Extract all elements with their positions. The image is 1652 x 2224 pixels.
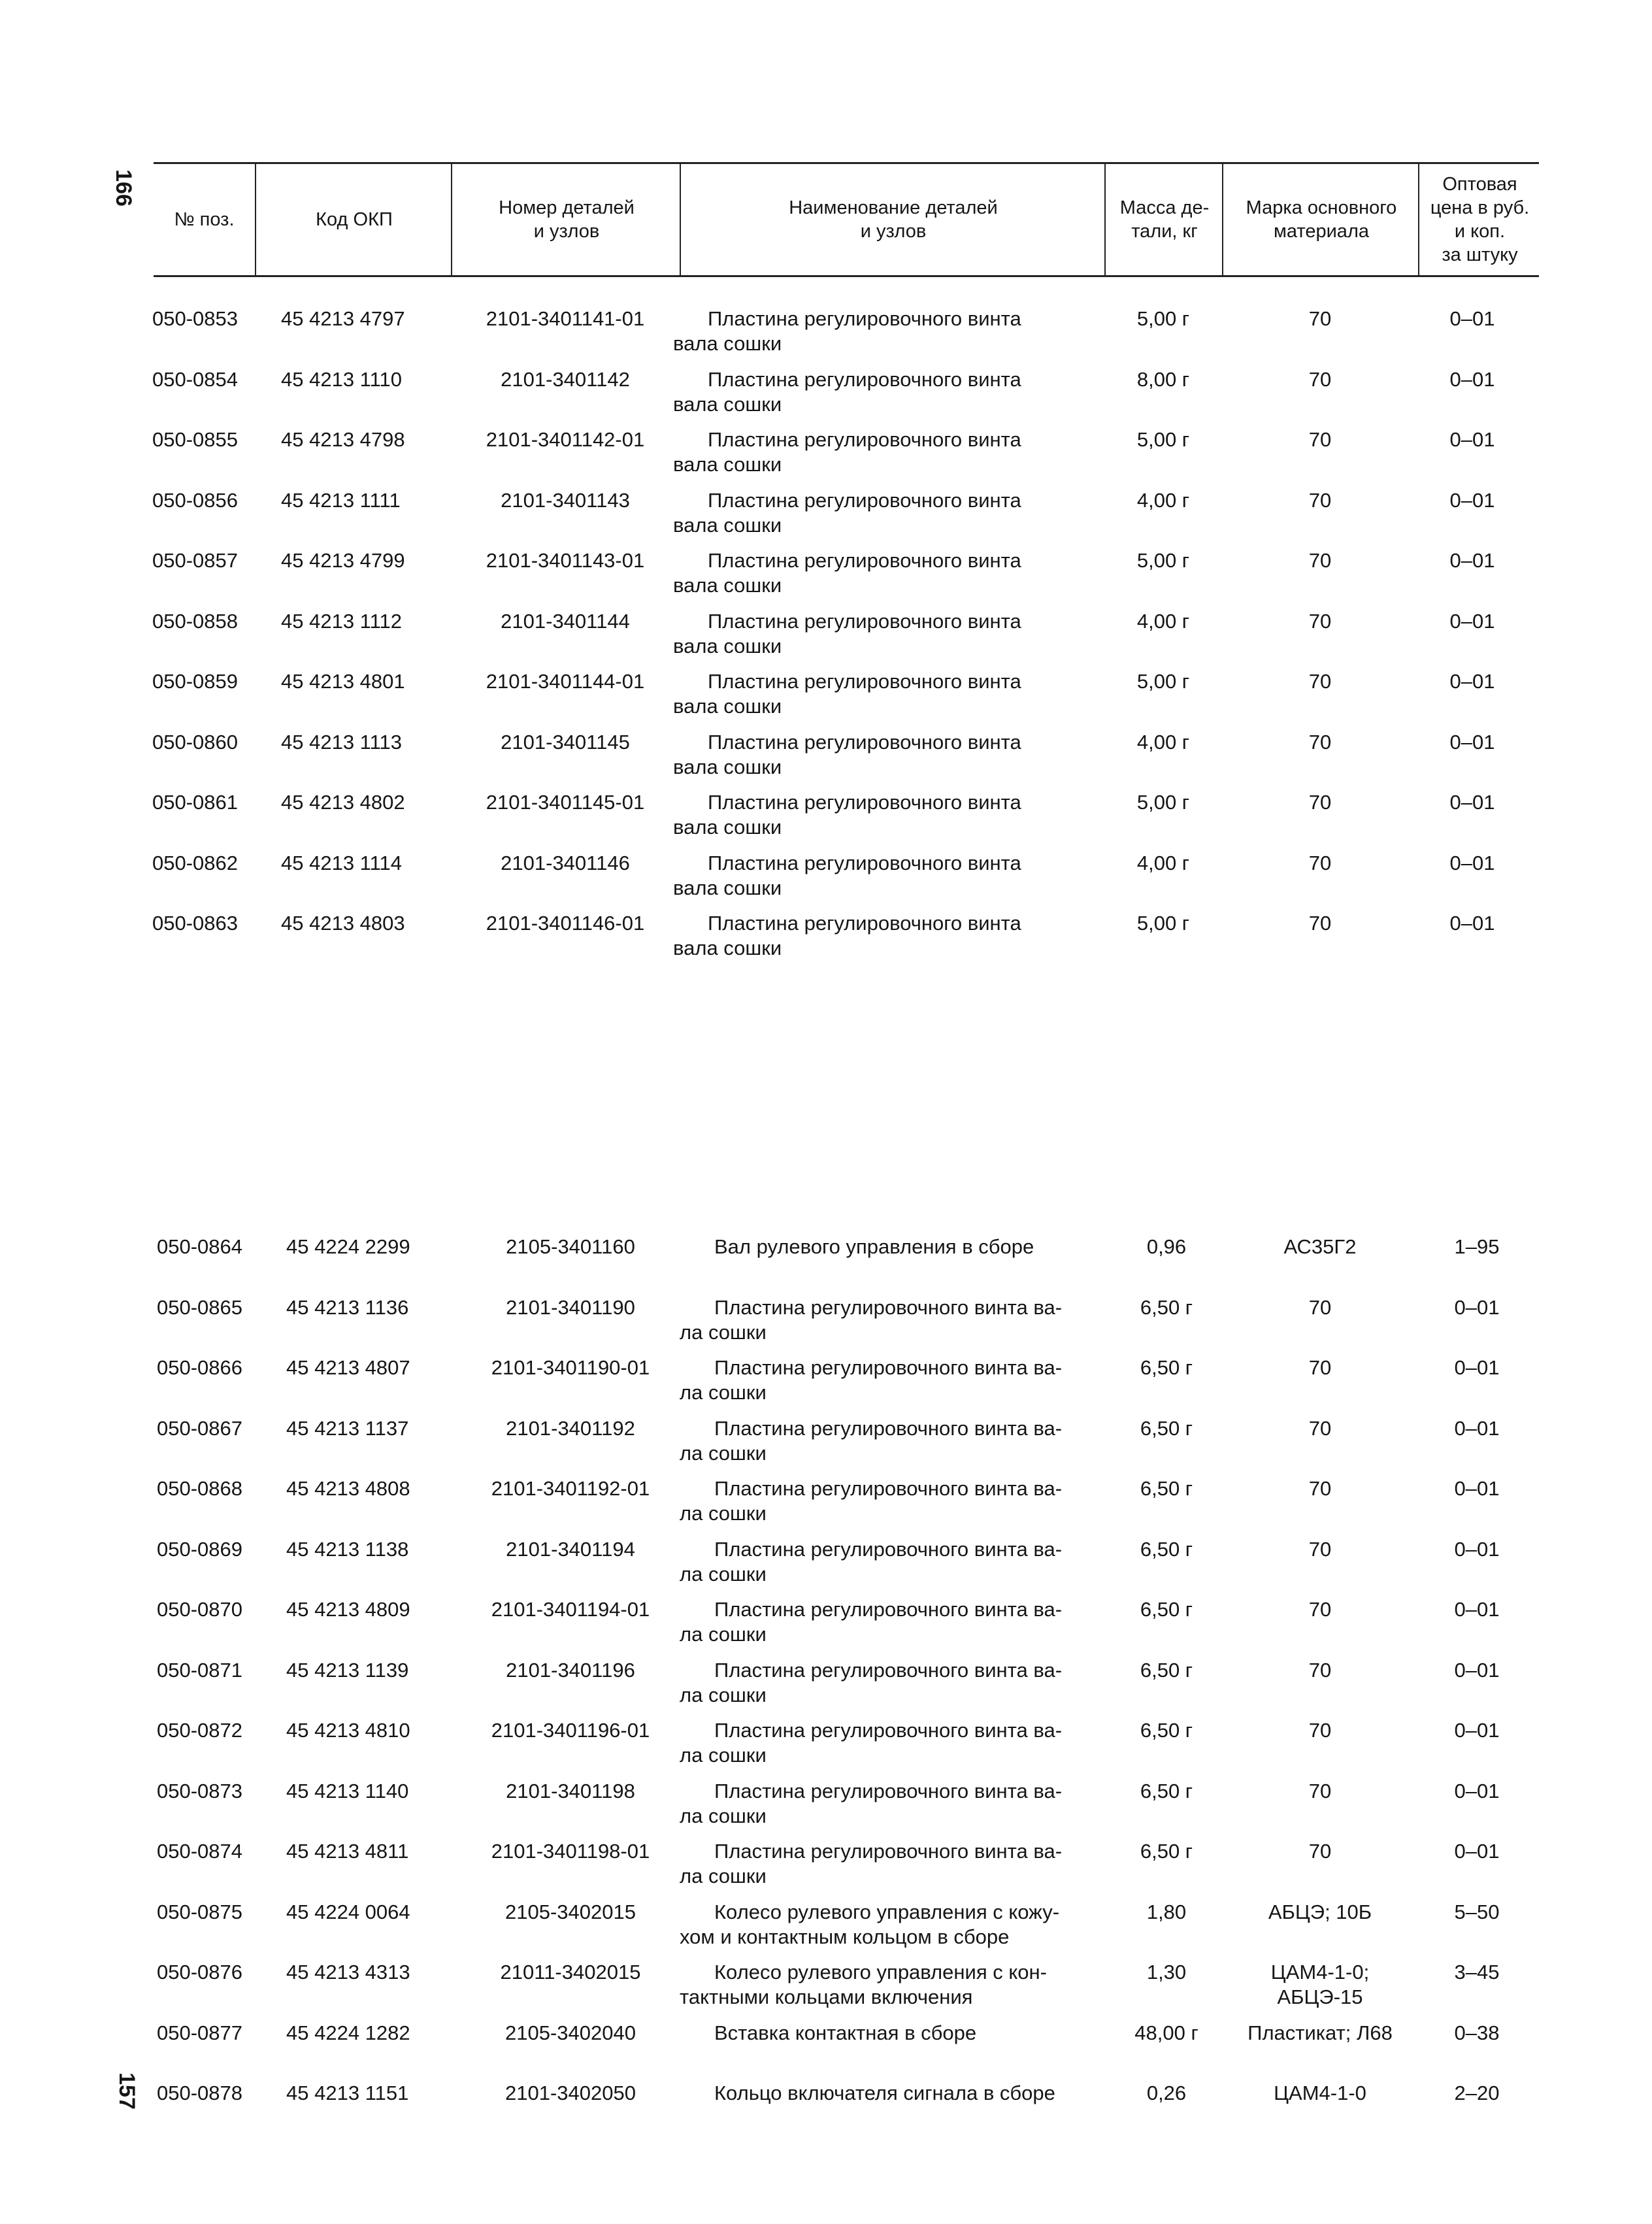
cell-material: 70	[1308, 1477, 1332, 1500]
cell-price: 0–01	[1454, 1840, 1500, 1863]
cell-pos: 050-0877	[157, 2021, 243, 2044]
cell-okp: 45 4213 4801	[281, 670, 405, 693]
cell-mass: 0,26	[1146, 2082, 1187, 2104]
table-row	[0, 1477, 1652, 1537]
cell-name-line2: вала сошки	[673, 876, 782, 899]
cell-name-line1: Пластина регулировочного винта	[708, 609, 1021, 633]
cell-name-line1: Пластина регулировочного винта ва-	[714, 1537, 1063, 1561]
cell-part-number: 2101-3401190-01	[491, 1356, 650, 1379]
cell-okp: 45 4213 1113	[281, 730, 403, 754]
cell-material: 70	[1308, 1295, 1332, 1319]
cell-part-number: 2105-3401160	[506, 1235, 635, 1258]
cell-okp: 45 4213 4797	[281, 307, 405, 330]
cell-price: 0–01	[1454, 1477, 1500, 1500]
cell-name-line1: Пластина регулировочного винта ва-	[714, 1598, 1063, 1621]
cell-name-line1: Пластина регулировочного винта	[708, 851, 1021, 874]
cell-name-line2: вала сошки	[673, 574, 782, 597]
cell-name-line1: Пластина регулировочного винта ва-	[714, 1356, 1063, 1379]
cell-mass: 5,00 г	[1136, 791, 1190, 814]
cell-name-line2: ла сошки	[680, 1744, 767, 1767]
cell-pos: 050-0868	[157, 1477, 243, 1500]
cell-name-line1: Пластина регулировочного винта ва-	[714, 1295, 1063, 1319]
cell-price: 5–50	[1454, 1900, 1500, 1923]
cell-part-number: 2101-3401194-01	[491, 1598, 650, 1621]
cell-price: 0–01	[1449, 549, 1495, 572]
cell-material: 70	[1308, 670, 1332, 693]
cell-price: 0–01	[1454, 1295, 1500, 1319]
cell-name-line2: вала сошки	[673, 816, 782, 838]
cell-mass: 6,50 г	[1140, 1356, 1193, 1379]
cell-price: 0–01	[1454, 1598, 1500, 1621]
cell-mass: 8,00 г	[1136, 367, 1190, 391]
cell-okp: 45 4213 4803	[281, 912, 405, 935]
cell-price: 3–45	[1454, 1961, 1500, 1983]
cell-okp: 45 4213 4809	[286, 1598, 410, 1621]
cell-name-line2: ла сошки	[680, 1804, 767, 1827]
cell-mass: 1,80	[1146, 1900, 1187, 1923]
cell-pos: 050-0864	[157, 1235, 243, 1258]
header-okp: Код ОКП	[255, 164, 452, 275]
cell-part-number: 2101-3401143	[501, 488, 630, 512]
table-row	[0, 791, 1652, 851]
cell-part-number: 2101-3401196-01	[491, 1719, 650, 1742]
cell-okp: 45 4213 4807	[286, 1356, 410, 1379]
header-part-number: Номер деталей и узлов	[451, 164, 681, 275]
table-row	[0, 307, 1652, 367]
cell-part-number: 2101-3401142	[501, 367, 630, 391]
cell-mass: 6,50 г	[1140, 1416, 1193, 1440]
cell-pos: 050-0870	[157, 1598, 243, 1621]
cell-price: 0–01	[1449, 488, 1495, 512]
table-header	[154, 162, 1539, 277]
cell-mass: 6,50 г	[1140, 1779, 1193, 1802]
cell-name-line1: Пластина регулировочного винта	[708, 730, 1021, 754]
cell-okp: 45 4213 4811	[286, 1840, 409, 1863]
table-row	[0, 1296, 1652, 1356]
cell-mass: 48,00 г	[1134, 2021, 1198, 2044]
cell-material: 70	[1308, 1537, 1332, 1561]
cell-pos: 050-0855	[152, 428, 239, 451]
cell-pos: 050-0872	[157, 1719, 243, 1742]
cell-price: 0–38	[1454, 2021, 1500, 2044]
cell-part-number: 2101-3401146-01	[486, 912, 645, 935]
cell-okp: 45 4213 1137	[286, 1416, 409, 1440]
cell-pos: 050-0867	[157, 1416, 243, 1440]
cell-name-line1: Пластина регулировочного винта ва-	[714, 1658, 1063, 1682]
cell-name-line2: ла сошки	[680, 1562, 767, 1585]
cell-okp: 45 4213 1140	[286, 1779, 409, 1802]
page-number-top: 166	[110, 169, 136, 207]
cell-material: 70	[1308, 730, 1332, 754]
cell-name-line2: ла сошки	[680, 1865, 767, 1887]
cell-part-number: 2101-3401198-01	[491, 1840, 650, 1863]
cell-material: АС35Г2	[1283, 1235, 1357, 1258]
cell-part-number: 2105-3402040	[505, 2021, 636, 2044]
cell-name-line2: вала сошки	[673, 453, 782, 476]
cell-name-line2: вала сошки	[673, 755, 782, 778]
cell-name-line1: Пластина регулировочного винта	[708, 428, 1021, 451]
table-row	[0, 1780, 1652, 1840]
page-number-bottom: 157	[114, 2072, 139, 2110]
table-row	[0, 610, 1652, 670]
cell-material: 70	[1308, 367, 1332, 391]
cell-material: 70	[1308, 912, 1332, 935]
cell-name-line1: Пластина регулировочного винта ва-	[714, 1719, 1063, 1742]
cell-mass: 6,50 г	[1140, 1719, 1193, 1742]
cell-name-line2: ла сошки	[680, 1320, 767, 1344]
cell-pos: 050-0865	[157, 1295, 243, 1319]
cell-name-line2: ла сошки	[680, 1381, 767, 1404]
cell-name-line2: вала сошки	[673, 332, 782, 355]
cell-name-line2: вала сошки	[673, 937, 782, 959]
table-row	[0, 428, 1652, 488]
table-row	[0, 1900, 1652, 1961]
cell-mass: 6,50 г	[1140, 1295, 1193, 1319]
cell-name-line2: ла сошки	[680, 1441, 767, 1465]
table-row	[0, 1356, 1652, 1416]
table-row	[0, 2082, 1652, 2142]
cell-mass: 4,00 г	[1136, 730, 1190, 754]
cell-price: 0–01	[1449, 912, 1495, 935]
cell-name-line1: Пластина регулировочного винта ва-	[714, 1779, 1063, 1802]
cell-name-line1: Пластина регулировочного винта	[708, 912, 1021, 935]
header-material: Марка основного материала	[1222, 164, 1419, 275]
cell-material: ЦАМ4-1-0	[1274, 2082, 1366, 2104]
cell-okp: 45 4224 1282	[286, 2021, 410, 2044]
cell-part-number: 2101-3401192	[506, 1416, 635, 1440]
cell-part-number: 21011-3402015	[500, 1961, 641, 1983]
cell-material: 70	[1308, 1416, 1332, 1440]
cell-part-number: 2101-3401194	[506, 1537, 635, 1561]
cell-okp: 45 4213 1110	[281, 367, 403, 391]
cell-pos: 050-0856	[152, 488, 239, 512]
cell-name-line2: вала сошки	[673, 634, 782, 657]
cell-price: 0–01	[1454, 1719, 1500, 1742]
table-row	[0, 1719, 1652, 1779]
cell-part-number: 2101-3401142-01	[486, 428, 645, 451]
cell-okp: 45 4213 1136	[286, 1295, 409, 1319]
cell-name-line1: Колесо рулевого управления с кон-	[714, 1961, 1047, 1983]
cell-price: 0–01	[1449, 670, 1495, 693]
cell-name-line1: Пластина регулировочного винта ва-	[714, 1416, 1063, 1440]
cell-pos: 050-0861	[152, 791, 239, 814]
table-row	[0, 368, 1652, 428]
cell-okp: 45 4213 4798	[281, 428, 405, 451]
cell-material: 70	[1308, 1719, 1332, 1742]
cell-mass: 4,00 г	[1136, 609, 1190, 633]
cell-name-line2: ла сошки	[680, 1683, 767, 1706]
cell-name-line1: Пластина регулировочного винта	[708, 670, 1021, 693]
table-row	[0, 1598, 1652, 1658]
cell-mass: 5,00 г	[1136, 670, 1190, 693]
cell-okp: 45 4213 1138	[286, 1537, 409, 1561]
cell-part-number: 2101-3401141-01	[486, 307, 645, 330]
cell-pos: 050-0859	[152, 670, 239, 693]
table-row	[0, 912, 1652, 972]
table-row	[0, 1538, 1652, 1598]
cell-mass: 6,50 г	[1140, 1477, 1193, 1500]
cell-name-line1: Пластина регулировочного винта	[708, 488, 1021, 512]
cell-okp: 45 4213 4810	[286, 1719, 410, 1742]
header-name: Наименование деталей и узлов	[680, 164, 1106, 275]
cell-okp: 45 4213 4808	[286, 1477, 410, 1500]
cell-price: 0–01	[1449, 367, 1495, 391]
cell-name-line2: вала сошки	[673, 695, 782, 718]
cell-pos: 050-0873	[157, 1779, 243, 1802]
cell-pos: 050-0858	[152, 609, 239, 633]
cell-pos: 050-0853	[152, 307, 239, 330]
cell-part-number: 2101-3401145-01	[486, 791, 645, 814]
cell-material: 70	[1308, 609, 1332, 633]
cell-pos: 050-0862	[152, 851, 239, 874]
table-row	[0, 489, 1652, 549]
cell-part-number: 2101-3401196	[506, 1658, 635, 1682]
cell-part-number: 2105-3402015	[505, 1900, 636, 1923]
cell-material: 70	[1308, 307, 1332, 330]
cell-pos: 050-0854	[152, 367, 239, 391]
cell-price: 0–01	[1449, 428, 1495, 451]
cell-okp: 45 4213 4802	[281, 791, 405, 814]
cell-price: 0–01	[1449, 609, 1495, 633]
cell-price: 0–01	[1454, 1356, 1500, 1379]
cell-mass: 5,00 г	[1136, 912, 1190, 935]
cell-material: 70	[1308, 428, 1332, 451]
cell-pos: 050-0871	[157, 1658, 243, 1682]
cell-name-line1: Кольцо включателя сигнала в сборе	[714, 2082, 1055, 2104]
cell-name-line2: тактными кольцами включения	[680, 1985, 973, 2008]
cell-material: 70	[1308, 1356, 1332, 1379]
cell-name-line2: ла сошки	[680, 1623, 767, 1646]
header-price: Оптовая цена в руб. и коп. за штуку	[1418, 164, 1540, 275]
cell-part-number: 2101-3401146	[501, 851, 630, 874]
cell-price: 0–01	[1454, 1779, 1500, 1802]
cell-material: ЦАМ4-1-0;	[1270, 1961, 1370, 1983]
cell-name-line1: Пластина регулировочного винта	[708, 791, 1021, 814]
cell-name-line1: Пластина регулировочного винта	[708, 367, 1021, 391]
cell-material: 70	[1308, 1658, 1332, 1682]
table-row	[0, 549, 1652, 609]
table-row	[0, 670, 1652, 730]
cell-pos: 050-0878	[157, 2082, 243, 2104]
cell-part-number: 2101-3401144-01	[486, 670, 645, 693]
cell-price: 0–01	[1454, 1658, 1500, 1682]
cell-part-number: 2101-3402050	[505, 2082, 636, 2104]
cell-name-line1: Пластина регулировочного винта ва-	[714, 1840, 1063, 1863]
table-row	[0, 1417, 1652, 1477]
cell-okp: 45 4213 1114	[281, 851, 403, 874]
cell-okp: 45 4213 1111	[281, 488, 401, 512]
cell-name-line1: Колесо рулевого управления с кожу-	[714, 1900, 1060, 1923]
cell-pos: 050-0857	[152, 549, 239, 572]
cell-pos: 050-0869	[157, 1537, 243, 1561]
cell-okp: 45 4213 1112	[281, 609, 403, 633]
cell-material: 70	[1308, 1840, 1332, 1863]
cell-pos: 050-0860	[152, 730, 239, 754]
cell-name-line2: вала сошки	[673, 392, 782, 416]
cell-mass: 6,50 г	[1140, 1598, 1193, 1621]
cell-pos: 050-0875	[157, 1900, 243, 1923]
cell-part-number: 2101-3401143-01	[486, 549, 645, 572]
cell-mass: 5,00 г	[1136, 428, 1190, 451]
cell-okp: 45 4224 0064	[286, 1900, 410, 1923]
cell-name-line1: Вал рулевого управления в сборе	[714, 1235, 1034, 1258]
cell-mass: 0,96	[1146, 1235, 1187, 1258]
cell-mass: 4,00 г	[1136, 488, 1190, 512]
cell-part-number: 2101-3401192-01	[491, 1477, 650, 1500]
cell-okp: 45 4224 2299	[286, 1235, 410, 1258]
cell-name-line2: хом и контактным кольцом в сборе	[680, 1925, 1010, 1948]
cell-material: 70	[1308, 1779, 1332, 1802]
cell-price: 0–01	[1454, 1416, 1500, 1440]
cell-part-number: 2101-3401190	[506, 1295, 635, 1319]
cell-pos: 050-0874	[157, 1840, 243, 1863]
cell-price: 0–01	[1449, 730, 1495, 754]
cell-mass: 5,00 г	[1136, 549, 1190, 572]
cell-price: 2–20	[1454, 2082, 1500, 2104]
cell-okp: 45 4213 4799	[281, 549, 405, 572]
cell-name-line2: вала сошки	[673, 513, 782, 537]
cell-okp: 45 4213 4313	[286, 1961, 410, 1983]
cell-price: 0–01	[1454, 1537, 1500, 1561]
cell-price: 0–01	[1449, 851, 1495, 874]
table-row	[0, 1659, 1652, 1719]
table-row	[0, 731, 1652, 791]
table-row	[0, 852, 1652, 912]
cell-name-line1: Пластина регулировочного винта ва-	[714, 1477, 1063, 1500]
cell-mass: 5,00 г	[1136, 307, 1190, 330]
cell-name-line1: Вставка контактная в сборе	[714, 2021, 977, 2044]
header-mass: Масса де- тали, кг	[1104, 164, 1223, 275]
table-row	[0, 1840, 1652, 1900]
cell-mass: 6,50 г	[1140, 1840, 1193, 1863]
cell-pos: 050-0863	[152, 912, 239, 935]
cell-material: 70	[1308, 851, 1332, 874]
cell-name-line2: ла сошки	[680, 1502, 767, 1525]
cell-name-line1: Пластина регулировочного винта	[708, 549, 1021, 572]
table-row	[0, 1961, 1652, 2021]
table-row	[0, 1235, 1652, 1295]
cell-pos: 050-0876	[157, 1961, 243, 1983]
cell-name-line1: Пластина регулировочного винта	[708, 307, 1021, 330]
cell-material: 70	[1308, 549, 1332, 572]
cell-okp: 45 4213 1139	[286, 1658, 409, 1682]
cell-mass: 6,50 г	[1140, 1658, 1193, 1682]
cell-part-number: 2101-3401198	[506, 1779, 635, 1802]
cell-mass: 1,30	[1146, 1961, 1187, 1983]
cell-material: 70	[1308, 1598, 1332, 1621]
cell-pos: 050-0866	[157, 1356, 243, 1379]
cell-material: АБЦЭ; 10Б	[1268, 1900, 1372, 1923]
table-row	[0, 2021, 1652, 2082]
cell-material: Пластикат; Л68	[1247, 2021, 1393, 2044]
header-pos: № поз.	[174, 209, 235, 230]
cell-material: 70	[1308, 791, 1332, 814]
cell-material-line2: АБЦЭ-15	[1277, 1985, 1363, 2008]
cell-price: 0–01	[1449, 307, 1495, 330]
cell-part-number: 2101-3401144	[501, 609, 630, 633]
cell-okp: 45 4213 1151	[286, 2082, 409, 2104]
cell-material: 70	[1308, 488, 1332, 512]
cell-price: 1–95	[1454, 1235, 1500, 1258]
cell-price: 0–01	[1449, 791, 1495, 814]
cell-part-number: 2101-3401145	[501, 730, 630, 754]
cell-mass: 4,00 г	[1136, 851, 1190, 874]
cell-mass: 6,50 г	[1140, 1537, 1193, 1561]
